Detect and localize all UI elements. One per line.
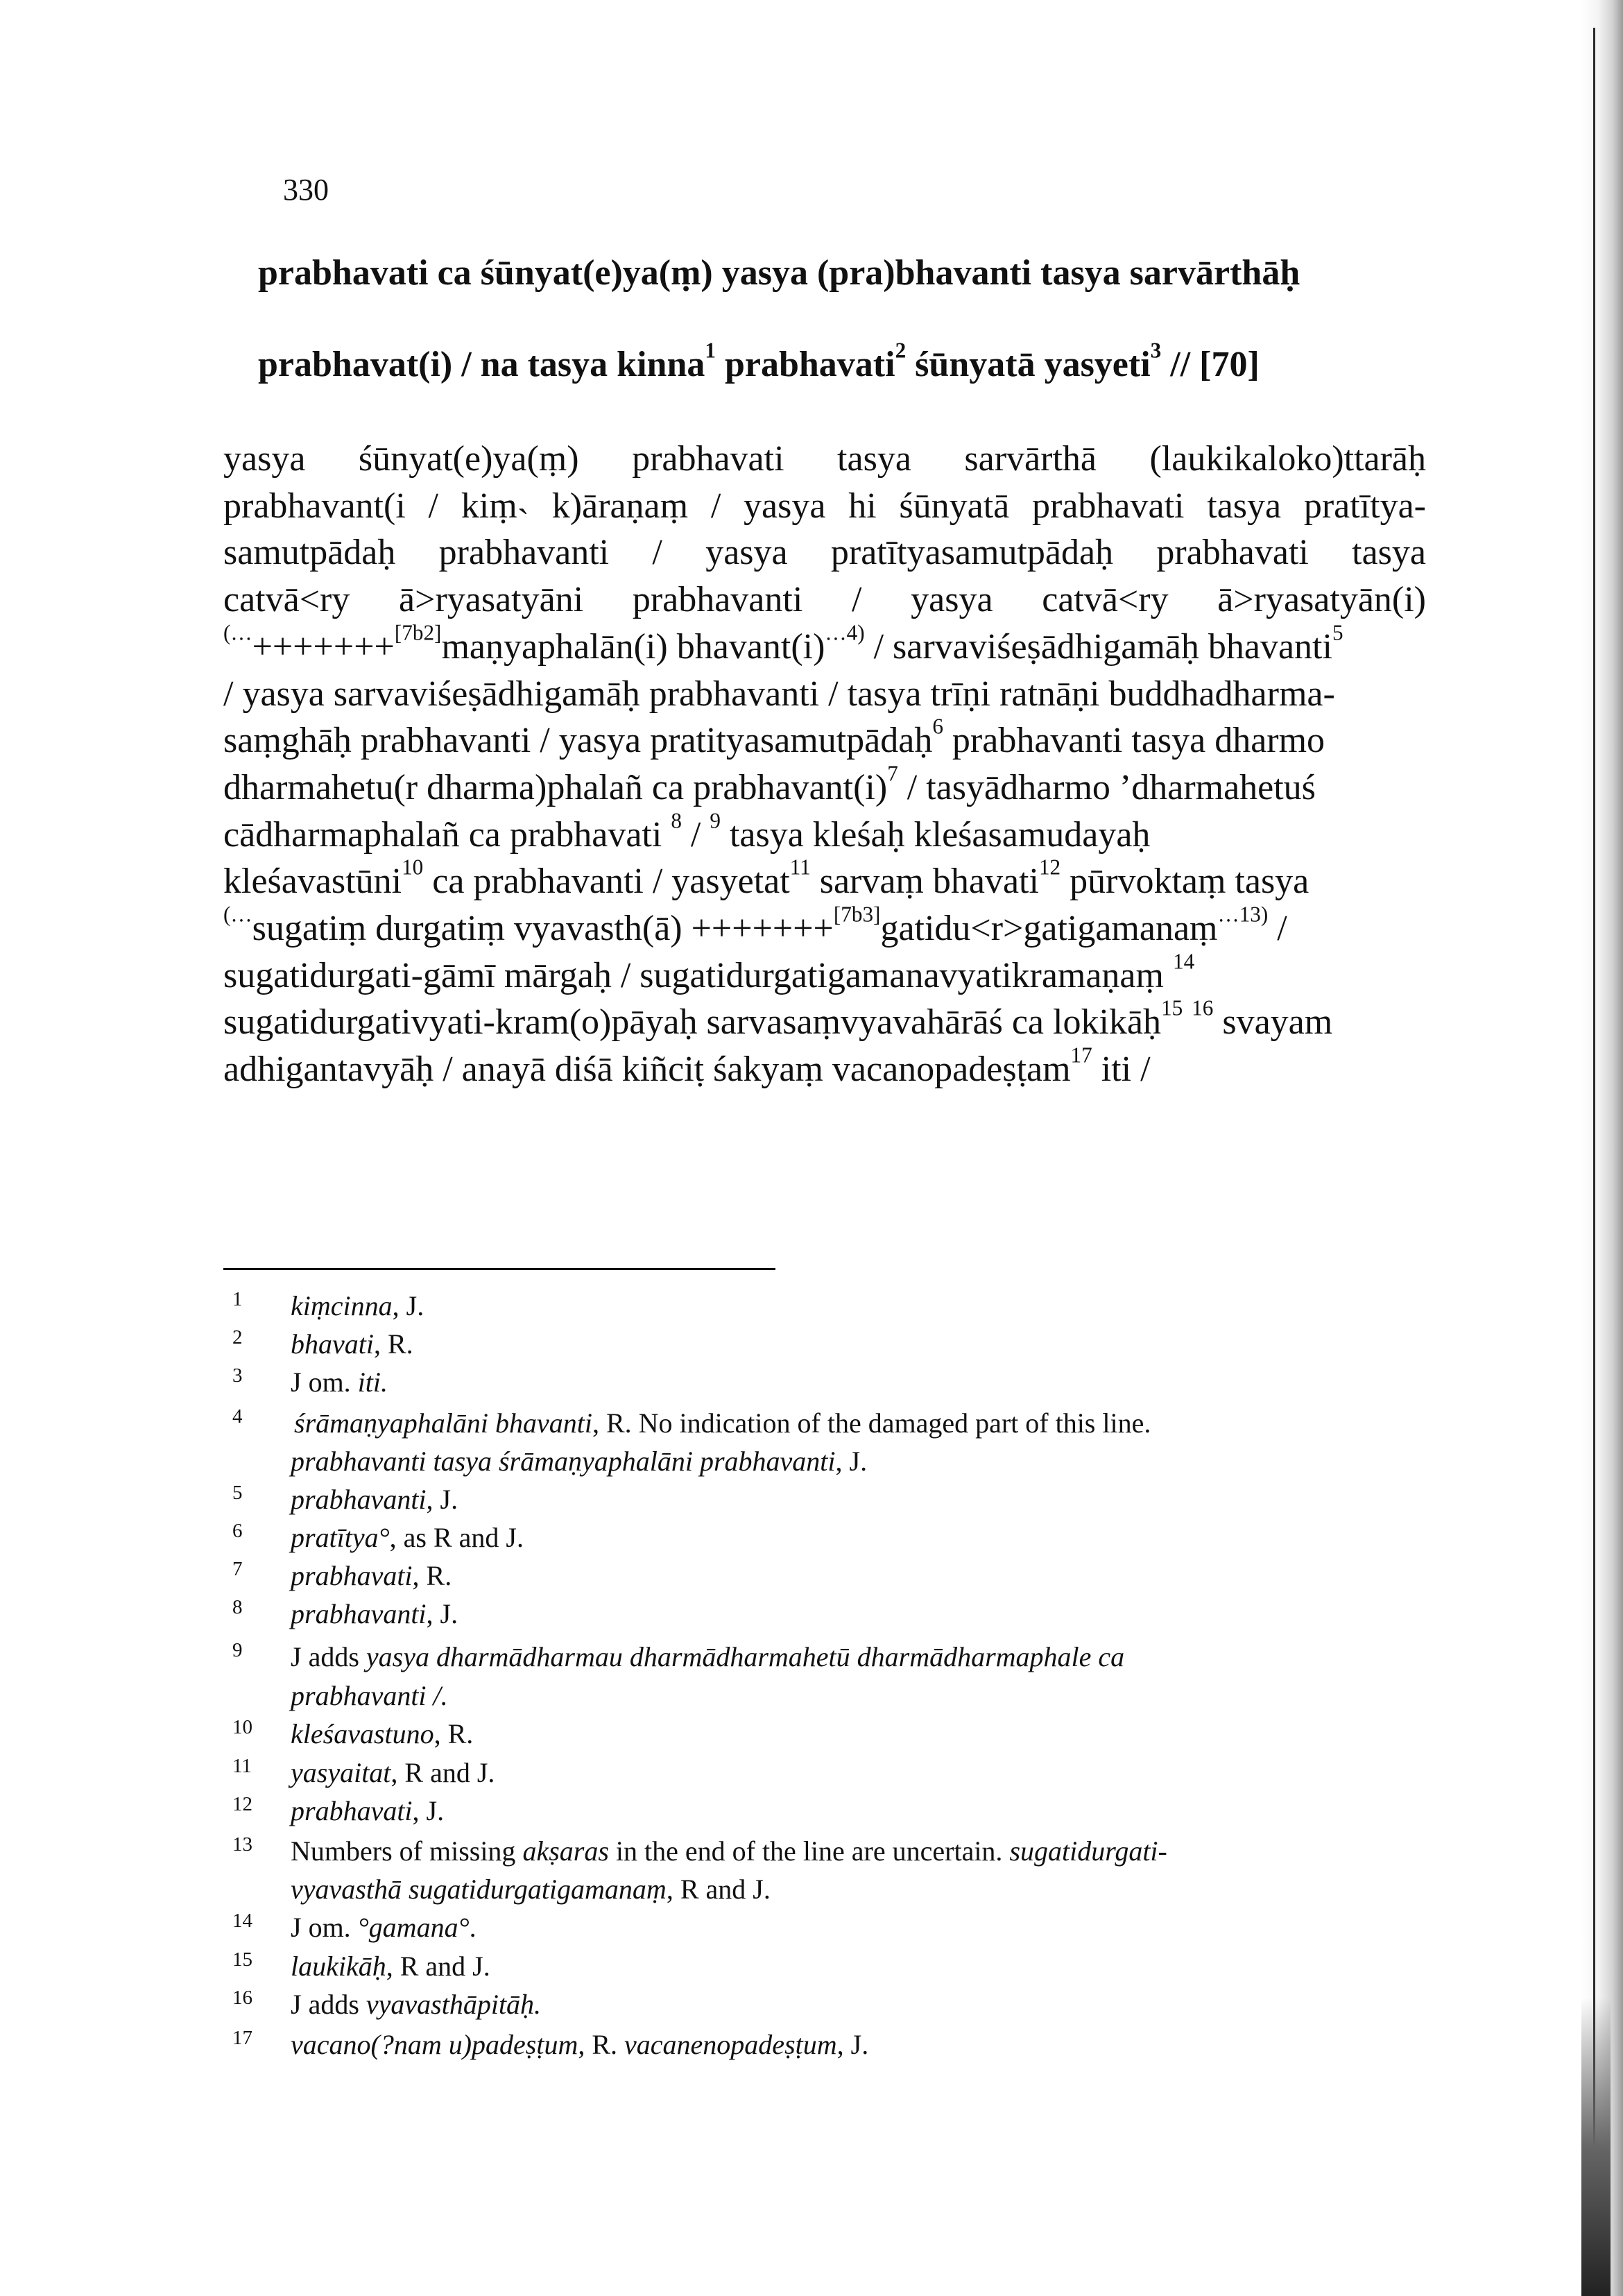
footnote-ref: 11 (789, 855, 811, 880)
footnote-13-cont: vyavasthā sugatidurgatigamanaṃ, R and J. (291, 1874, 771, 1905)
commentary-text (223, 436, 1426, 1093)
verse-line-1: prabhavati ca śūnyat(e)ya(ṃ) yasya (pra)bhavanti tasya sarvārthāḥ (258, 253, 1300, 293)
text-line: saṃghāḥ prabhavanti / yasya pratityasamutpādaḥ$^6$ prabhavanti tasya dharmo (223, 714, 1325, 761)
footnote-ref: 1 (705, 338, 716, 363)
text-line: (…sugatiṃ durgatiṃ vyavasth(ā) +++++++[7b3]gatidu<r>gatigamanaṃ$^{\dots 13)}$ / (223, 902, 1287, 949)
scan-edge-shadow (1581, 0, 1623, 2296)
text-line: samutpādaḥ prabhavanti / yasya pratītyasamutpādaḥ prabhavati tasya (223, 533, 1426, 573)
footnote-ref: 16 (1192, 995, 1214, 1020)
text-line: / yasya sarvaviśeṣādhigamāḥ prabhavanti / tasya trīṇi ratnāṇi buddhadharma- (223, 674, 1335, 714)
footnote-ref: 9 (710, 808, 721, 833)
footnote-ref: 5 (1332, 620, 1343, 645)
footnote-ref: 8 (671, 808, 682, 833)
text-line: sugatidurgativyati-kram(o)pāyaḥ sarvasaṃvyavahārāś ca lokikāḥ$^{15}$ $^{16}$ svayam (223, 995, 1333, 1043)
footnote-9-cont: prabhavanti /. (291, 1680, 448, 1711)
folio-marker: [7b2] (394, 620, 442, 645)
text-line: (…+++++++[7b2]maṇyaphalān(i) $bhavant(i)^{\dots 4)}$ / sarvaviśeṣādhigamāḥ bhavanti$^5$ (223, 620, 1343, 667)
scan-edge-line (1593, 28, 1595, 2192)
footnote-ref: 10 (402, 855, 424, 880)
text-line: adhigantavyāḥ / anayā diśā kiñciṭ śakyaṃ vacanopadeṣṭam$^{17}$ iti / (223, 1043, 1151, 1090)
footnote-ref: 12 (1038, 855, 1061, 880)
footnote-ref: 6 (932, 714, 943, 739)
folio-marker: [7b3] (833, 902, 881, 927)
footnote-ref: 2 (895, 338, 907, 363)
footnote-ref: 3 (1150, 338, 1162, 363)
footnote-ref: 7 (887, 761, 898, 786)
text-line: dharmahetu(r dharma)phalañ ca $prabhavant(i)^7$ / tasyādharmo ’dharmahetuś (223, 761, 1316, 807)
text-line: prabhavant(i / kiṃ˴ k)āraṇaṃ / yasya hi śūnyatā prabhavati tasya pratītya- (223, 486, 1426, 526)
text-line: yasya śūnyat(e)ya(ṃ) prabhavati tasya sarvārthā (laukikaloko)ttarāḥ (223, 439, 1426, 479)
footnote-4-cont: prabhavanti tasya śrāmaṇyaphalāni prabhavanti, J. (291, 1446, 868, 1477)
scan-edge-dark (1581, 1998, 1611, 2296)
text-line: catvā<ry ā>ryasatyāni prabhavanti / yasya catvā<ry ā>ryasatyān(i) (223, 580, 1426, 620)
footnote-ref: 14 (1172, 949, 1195, 974)
footnote-rule (223, 1268, 775, 1270)
footnote-ref: 15 (1160, 995, 1183, 1020)
text-line: sugatidurgati-gāmī mārgaḥ / sugatidurgatigamanavyatikramaṇaṃ $^{14}$ (223, 949, 1195, 995)
verse-line-2: prabhavat(i) / na tasya kinna$^1$ prabhavati$^2$ śūnyatā yasyeti$^3$ // [70] (258, 338, 1260, 384)
footnote-ref: 17 (1070, 1043, 1092, 1068)
text-line: cādharmaphalañ ca prabhavati $^8$ / $^9$ tasya kleśaḥ kleśasamudayaḥ (223, 808, 1151, 855)
page-number: 330 (283, 173, 329, 207)
text-line: kleśavastūni$^{10}$ ca prabhavanti / yasyetat$^{11}$ sarvaṃ bhavati$^{12}$ pūrvoktaṃ tasya (223, 855, 1309, 902)
